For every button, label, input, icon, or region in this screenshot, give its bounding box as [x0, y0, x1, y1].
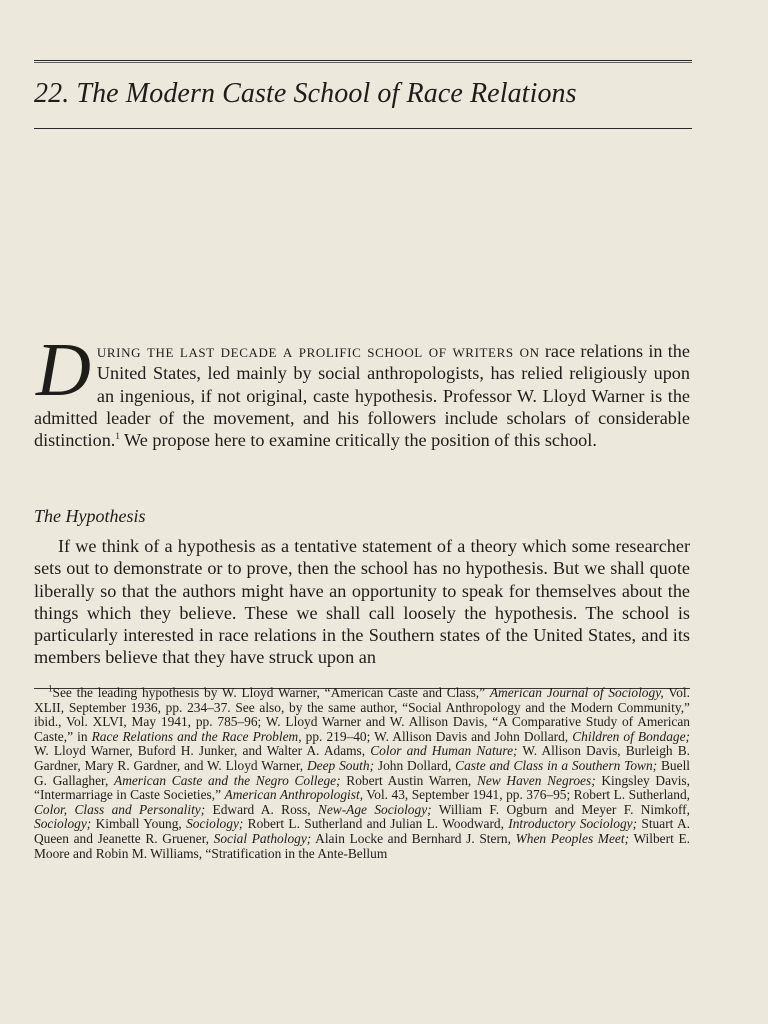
footnote-citation-title: American Caste and the Negro College; — [114, 772, 341, 788]
footnote-citation-title: When Peoples Meet; — [515, 830, 630, 846]
intro-paragraph — [34, 328, 690, 451]
intro-text: race relations in the United States, led mainly by social anthropologists, has relied religiously upon an ingenious, if not original, caste hypothesis. Professor W. Lloyd Warner is the admitted leader of the movement, and his followers include scholars of considerable distinction. — [34, 341, 690, 451]
footnote-text: Buell G. Gallagher, — [34, 757, 691, 788]
footnote-text: See the leading hypothesis by W. Lloyd Warner, “American Caste and Class,” — [52, 685, 490, 700]
footnote-body — [34, 685, 690, 861]
header-rule-bottom — [34, 128, 692, 129]
footnote-text: W. Allison Davis, Burleigh B. Gardner, Mary R. Gardner, and W. Lloyd Warner, — [34, 743, 690, 773]
footnote-reference[interactable]: 1 — [115, 431, 120, 442]
footnote-text: Edward A. Ross, — [205, 801, 318, 817]
intro-smallcaps-lead: uring the last decade a prolific school of writers on — [96, 341, 540, 361]
footnote-text: William F. Ogburn and Meyer F. Nimkoff, — [431, 801, 690, 817]
footnote-citation-title: Race Relations and the Race Problem, — [91, 728, 302, 744]
hypothesis-paragraph: If we think of a hypothesis as a tentative statement of a theory which some researcher sets out to demonstrate or to prove, then the school has no hypothesis. But we shall quote liberally so that the authors might have an opportunity to speak for themselves about the things which they believe. These we shall call loosely the hypothesis. The school is particularly interested in race relations in the Southern states of the United States, and its members believe that they have struck upon an — [34, 536, 690, 668]
header-rule-top — [34, 60, 692, 61]
intro-text-after: We propose here to examine critically the position of this school. — [119, 430, 597, 451]
footnote-citation-title: New Haven Negroes; — [476, 772, 596, 788]
footnote — [34, 683, 691, 861]
footnote-text: Kimball Young, — [91, 816, 187, 832]
chapter-title: 22. The Modern Caste School of Race Relations — [34, 78, 577, 109]
footnote-citation-title: Color, Class and Personality; — [34, 801, 206, 817]
footnote-text: Alain Locke and Bernhard J. Stern, — [311, 830, 516, 846]
footnote-text: W. Lloyd Warner, Buford H. Junker, and Walter A. Adams, — [34, 743, 371, 759]
footnote-text: Wilbert E. Moore and Robin M. Williams, “Stratification in the Ante-Bellum — [34, 830, 690, 861]
footnote-citation-title: Deep South; — [306, 757, 375, 773]
footnote-mark: 1 — [48, 683, 53, 694]
footnote-citation-title: Sociology; — [186, 816, 244, 832]
footnote-text: Stuart A. Queen and Jeanette R. Gruener, — [34, 816, 690, 846]
footnote-text: Vol. 43, September 1941, pp. 376–95; Robert L. Sutherland, — [363, 787, 690, 803]
footnote-text: John Dollard, — [374, 757, 456, 773]
footnote-text: Kingsley Davis, “Intermarriage in Caste Societies,” — [34, 772, 690, 803]
footnote-citation-title: Children of Bondage; — [572, 728, 690, 744]
footnote-citation-title: Introductory Sociology; — [508, 816, 638, 832]
footnote-citation-title: New-Age Sociology; — [317, 801, 432, 817]
footnote-citation-title: American Journal of Sociology, — [489, 685, 664, 700]
footnote-text: Vol. XLII, September 1936, pp. 234–37. See also, by the same author, “Social Anthropology and the Modern Community,” ibid., Vol. XLVI, May 1941, pp. 785–96; W. Lloyd Warner and W. Allison Davis, “A Comparative Study of American Caste,” in — [34, 685, 690, 744]
header-rule-top-double — [34, 62, 692, 63]
footnote-citation-title: Caste and Class in a Southern Town; — [455, 757, 658, 773]
footnote-citation-title: Color and Human Nature; — [370, 743, 518, 759]
footnote-text: pp. 219–40; W. Allison Davis and John Dollard, — [301, 728, 573, 744]
footnote-text: Robert L. Sutherland and Julian L. Woodward, — [243, 816, 509, 832]
footnote-citation-title: Sociology; — [34, 816, 92, 832]
drop-cap: D — [36, 328, 91, 412]
footnote-citation-title: American Anthropologist, — [224, 787, 364, 803]
section-heading: The Hypothesis — [34, 506, 146, 526]
footnote-citation-title: Social Pathology; — [213, 830, 312, 846]
footnote-text: Robert Austin Warren, — [340, 772, 477, 788]
